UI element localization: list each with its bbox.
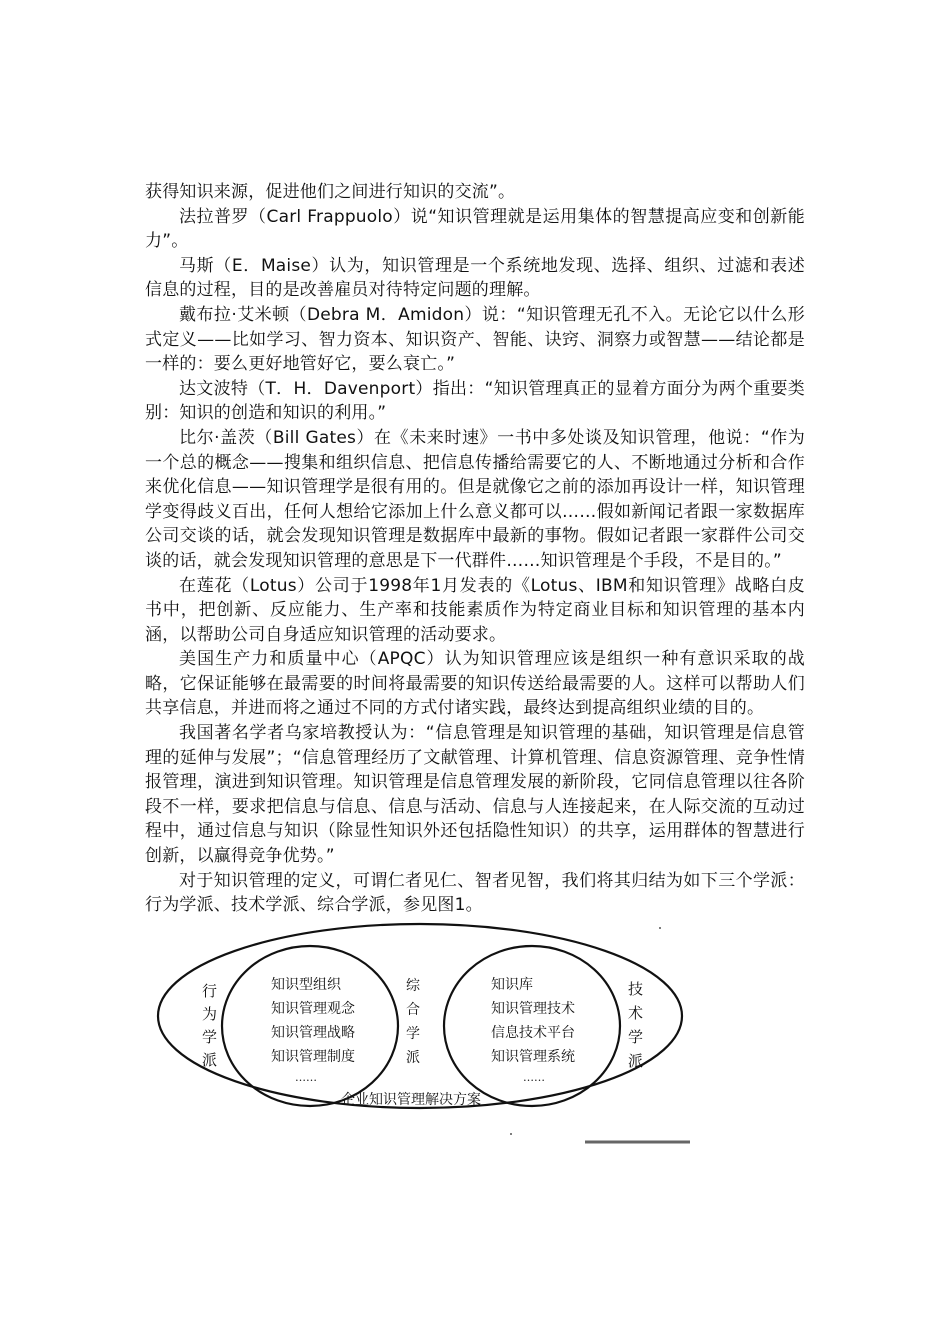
paragraph: 获得知识来源，促进他们之间进行知识的交流”。 <box>145 182 516 202</box>
center-school-label <box>406 978 421 1066</box>
paragraph: 在莲花（Lotus）公司于1998年1月发表的《Lotus、IBM和知识管理》战略白皮书中，把创新、反应能力、生产率和技能素质作为特定商业目标和知识管理的基本内涵，以帮助公司自身适应知识管理的活动要求。 <box>145 575 805 645</box>
venn-diagram <box>145 918 700 1150</box>
paragraph: 达文波特（T．H．Davenport）指出：“知识管理真正的显着方面分为两个重要类别：知识的创造和知识的利用。” <box>145 378 805 424</box>
right-school-char: 技 <box>628 980 644 998</box>
center-school-char: 合 <box>406 1002 420 1018</box>
center-school-char: 综 <box>406 978 420 994</box>
paragraph: 马斯（E．Maise）认为，知识管理是一个系统地发现、选择、组织、过滤和表述信息的过程，目的是改善雇员对待特定问题的理解。 <box>145 255 805 301</box>
left-school-char: 为 <box>202 1005 218 1023</box>
left-school-char: 行 <box>202 982 218 1000</box>
right-item: 信息技术平台 <box>491 1025 575 1041</box>
left-item: 知识管理观念 <box>271 1001 355 1017</box>
left-item: 知识管理战略 <box>271 1025 355 1041</box>
paragraph: 对于知识管理的定义，可谓仁者见仁、智者见智，我们将其归结为如下三个学派：行为学派、技术学派、综合学派，参见图1。 <box>145 870 805 916</box>
body-text <box>145 180 805 918</box>
outer-ellipse <box>158 924 682 1108</box>
paragraph: 戴布拉·艾米顿（Debra M．Amidon）说：“知识管理无孔不入。无论它以什么形式定义——比如学习、智力资本、知识资产、智能、诀窍、洞察力或智慧——结论都是一样的：要么更好地管好它，要么衰亡。” <box>145 304 805 375</box>
paragraph: 美国生产力和质量中心（APQC）认为知识管理应该是组织一种有意识采取的战略，它保证能够在最需要的时间将最需要的知识传送给最需要的人。这样可以帮助人们共享信息，并进而将之通过不同的方式付诸实践，最终达到提高组织业绩的目的。 <box>145 649 805 719</box>
paragraph: 比尔·盖茨（Bill Gates）在《未来时速》一书中多处谈及知识管理，他说：“作为一个总的概念——搜集和组织信息、把信息传播给需要它的人、不断地通过分析和合作来优化信息——知识管理学是很有用的。但是就像它之前的添加再设计一样，知识管理学变得歧义百出，任何人想给它添加上什么意义都可以……假如新闻记者跟一家数据库公司交谈的话，就会发现知识管理是数据库中最新的事物。假如记者跟一家群件公司交谈的话，就会发现知识管理的意思是下一代群件……知识管理是个手段，不是目的。” <box>145 427 805 571</box>
bottom-label: 企业知识管理解决方案 <box>341 1092 481 1108</box>
right-school-label <box>628 980 643 1070</box>
left-school-label <box>202 982 217 1069</box>
right-item: 知识库 <box>491 977 533 993</box>
right-item: …… <box>523 1071 545 1084</box>
left-item: …… <box>295 1071 317 1084</box>
right-school-char: 派 <box>628 1052 644 1070</box>
paragraph: 法拉普罗（Carl Frappuolo）说“知识管理就是运用集体的智慧提高应变和创新能力”。 <box>145 206 805 252</box>
scan-speck <box>659 927 661 929</box>
left-school-char: 派 <box>202 1051 218 1069</box>
center-school-char: 派 <box>406 1050 420 1066</box>
left-school-char: 学 <box>202 1028 218 1046</box>
paragraph: 我国著名学者乌家培教授认为：“信息管理是知识管理的基础，知识管理是信息管理的延伸与发展”；“信息管理经历了文献管理、计算机管理、信息资源管理、竞争性情报管理，演进到知识管理。知识管理是信息管理发展的新阶段，它同信息管理以往各阶段不一样，要求把信息与信息、信息与活动、信息与人连接起来，在人际交流的互动过程中，通过信息与知识（除显性知识外还包括隐性知识）的共享，运用群体的智慧进行创新，以赢得竞争优势。” <box>145 723 805 867</box>
knowledge-management-schools-figure <box>145 918 700 1150</box>
scan-speck <box>510 1133 512 1135</box>
right-item: 知识管理技术 <box>491 1001 575 1017</box>
left-items <box>271 976 356 1084</box>
right-school-char: 学 <box>628 1028 644 1046</box>
right-item: 知识管理系统 <box>491 1049 575 1065</box>
center-school-char: 学 <box>406 1026 420 1042</box>
left-item: 知识型组织 <box>271 977 341 993</box>
left-item: 知识管理制度 <box>271 1049 355 1065</box>
right-items <box>491 977 575 1084</box>
right-school-char: 术 <box>628 1004 644 1022</box>
